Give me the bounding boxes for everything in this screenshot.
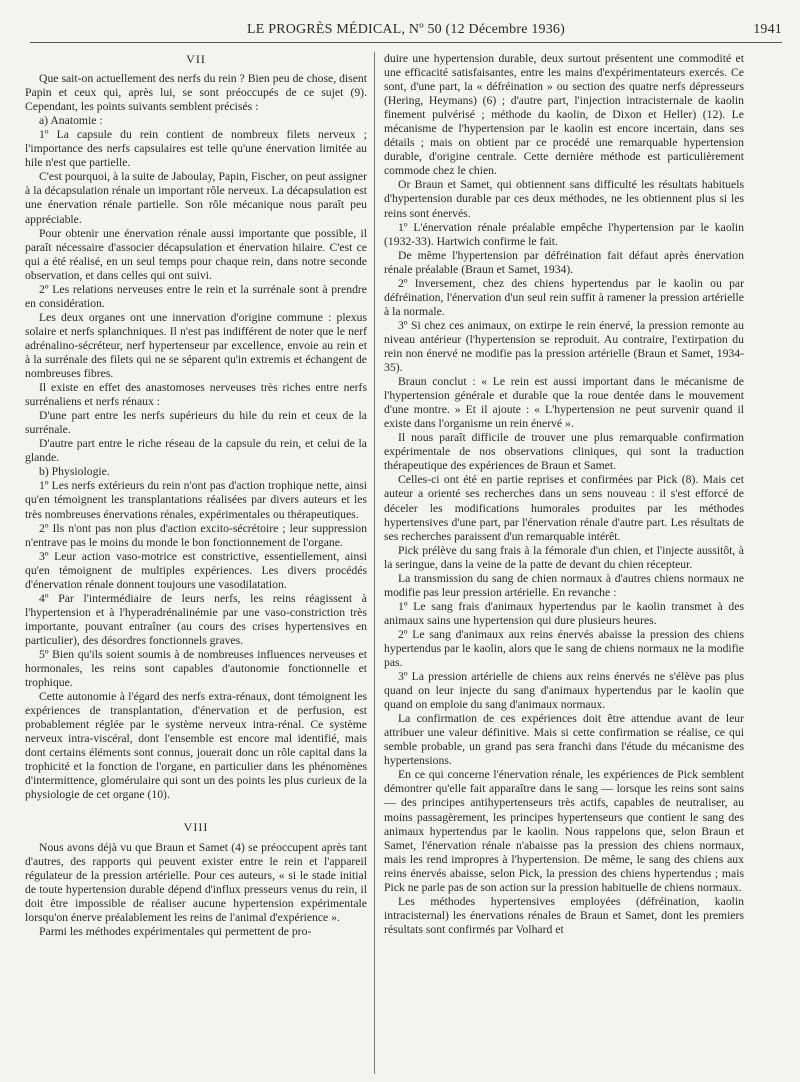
paragraph: Or Braun et Samet, qui obtiennent sans difficulté les résultats habituels d'hypertension durable par ces deux méthodes, ne les obtiennent plus si les reins sont énervés.	[384, 178, 744, 220]
paragraph: C'est pourquoi, à la suite de Jaboulay, Papin, Fischer, on peut assigner à la décapsulation rénale un important rôle nerveux. La décapsulation est une énervation rénale partielle. Son rôle mécanique nous paraît peu appréciable.	[25, 170, 367, 226]
paragraph: En ce qui concerne l'énervation rénale, les expériences de Pick semblent démontrer qu'elle fait apparaître dans le sang — lorsque les reins sont sains — des principes antihypertenseurs très actifs, capables de neutraliser, au moins passagèrement, les principes hypertenseurs que contient le sang des animaux hypertendus par le kaolin. Nous rappelons que, selon Braun et Samet, l'énervation rénale n'abaisse pas la pression des chiens normaux, mais les rend impropres à l'hypertension. De même, le sang des chiens aux reins énervés abaisse, selon Pick, la pression des chiens hypertendus ; mais Pick ne parle pas de son action sur la pression habituelle de chiens normaux.	[384, 768, 744, 894]
paragraph: Braun conclut : « Le rein est aussi important dans le mécanisme de l'hypertension générale et durable que la roue dentée dans le mouvement d'une montre. » Et il ajoute : « L'hypertension ne peut survenir quand il existe dans l'organisme un rein énervé ».	[384, 375, 744, 431]
paragraph: 1º Le sang frais d'animaux hypertendus par le kaolin transmet à des animaux sains une hypertension qui dure plusieurs heures.	[384, 599, 744, 627]
paragraph: 3º Si chez ces animaux, on extirpe le rein énervé, la pression remonte au niveau antérieur (l'hypertension se reproduit. Au contraire, l'extirpation du rein non énervé ne modifie pas la pression artérielle (Braun et Samet, 1934-35).	[384, 318, 744, 375]
section-heading-viii: VIII	[183, 820, 209, 835]
section-heading-vii: VII	[186, 52, 206, 66]
paragraph: 5º Bien qu'ils soient soumis à de nombreuses influences nerveuses et hormonales, les reins sont capables d'autonomie fonctionnelle et trophique.	[25, 647, 367, 690]
left-column	[25, 52, 367, 1077]
journal-title: LE PROGRÈS MÉDICAL, Nº 50 (12 Décembre 1936)	[247, 22, 565, 37]
paragraph: Pick prélève du sang frais à la fémorale d'un chien, et l'injecte aussitôt, à la seringue, dans la veine de la patte de devant du chien récepteur.	[384, 543, 744, 571]
paragraph: Que sait-on actuellement des nerfs du rein ? Bien peu de chose, disent Papin et ceux qui, après lui, se sont préoccupés de ce sujet (9). Cependant, les points suivants semblent précisés :	[25, 72, 367, 114]
column-divider	[374, 52, 375, 1074]
paragraph: 3º Leur action vaso-motrice est constrictive, essentiellement, ainsi qu'en témoignent de multiples expériences. Les divers procédés d'énervation rénale donnent toujours une vasodilatation.	[25, 549, 367, 591]
paragraph: La confirmation de ces expériences doit être attendue avant de leur attribuer une valeur définitive. Mais si cette confirmation se réalise, ce qui semble probable, un grand pas sera franchi dans l'étude du mécanisme des hypertensions.	[384, 712, 744, 768]
paragraph: Les méthodes hypertensives employées (défréination, kaolin intracisternal) les énervations rénales de Braun et Samet, dont les premiers résultats sont confirmés par Volhard et	[384, 894, 744, 936]
paragraph: Les deux organes ont une innervation d'origine commune : plexus solaire et nerfs splanchniques. Il n'est pas indifférent de noter que le nerf adrénalino-sécréteur, nerf hypertenseur par excellence, envoie au rein et à la surrénale des filets qui ne se séparent qu'in extremis et échangent de nombreuses fibres.	[25, 310, 367, 381]
paragraph: 2º Le sang d'animaux aux reins énervés abaisse la pression des chiens hypertendus par le kaolin, alors que le sang de chiens normaux ne la modifie pas.	[384, 627, 744, 670]
paragraph: Pour obtenir une énervation rénale aussi importante que possible, il paraît nécessaire d'associer décapsulation et énervation hilaire. C'est ce qui a été réalisé, en un seul temps pour chaque rein, dans notre seconde observation, et dans celles qui ont suivi.	[25, 226, 367, 282]
paragraph: Cette autonomie à l'égard des nerfs extra-rénaux, dont témoignent les expériences de transplantation, d'énervation et de perfusion, est probablement réglée par le système nerveux intra-rénal. Ce système nerveux intra-viscéral, dont l'ensemble est encore mal identifié, mais dont certains éléments sont connus, jouerait donc un rôle capital dans la trophicité et la fonction de l'organe, en particulier dans les phénomènes d'intermittence, glomérulaire qui sont un des points les plus curieux de la physiologie de cet organe (10).	[25, 690, 367, 802]
paragraph: 2º Ils n'ont pas non plus d'action excito-sécrétoire ; leur suppression n'entrave pas le moins du monde le bon fonctionnement de l'organe.	[25, 521, 367, 549]
paragraph: La transmission du sang de chien normaux à d'autres chiens normaux ne modifie pas leur pression artérielle. En revanche :	[384, 571, 744, 599]
paragraph: D'autre part entre le riche réseau de la capsule du rein, et celui de la glande.	[25, 437, 367, 465]
paragraph: Celles-ci ont été en partie reprises et confirmées par Pick (8). Mais cet auteur a orienté ses recherches dans un sens nouveau : il s'est efforcé de déceler les modifications humorales produites par les méthodes hypertensives d'une part, par l'énervation rénale d'autre part. Les résultats de ses recherches paraissent d'un remarquable intérêt.	[384, 473, 744, 543]
paragraph: Nous avons déjà vu que Braun et Samet (4) se préoccupent après tant d'autres, des rapports qui peuvent exister entre le rein et l'appareil régulateur de la pression artérielle. Pour ces auteurs, « si le stade initial de toute hypertension durable dépend d'influx presseurs venus du rein, il doit être impossible de réaliser aucune hypertension expérimentale lorsqu'on énerve préalablement les reins de l'animal d'expérience ».	[25, 840, 367, 924]
paragraph: Il nous paraît difficile de trouver une plus remarquable confirmation expérimentale de nos observations cliniques, qui sont la traduction thérapeutique des expériences de Braun et Samet.	[384, 431, 744, 473]
paragraph: Parmi les méthodes expérimentales qui permettent de pro-	[39, 924, 312, 938]
page-number: 1941	[753, 22, 782, 37]
paragraph: 1º L'énervation rénale préalable empêche l'hypertension par le kaolin (1932-33). Hartwich confirme le fait.	[384, 220, 744, 248]
paragraph: 3º La pression artérielle de chiens aux reins énervés ne s'élève pas plus quand on leur injecte du sang d'animaux hypertendus par le kaolin que quand on emploie du sang d'animaux normaux.	[384, 670, 744, 712]
paragraph: D'une part entre les nerfs supérieurs du hile du rein et ceux de la surrénale.	[25, 409, 367, 437]
paragraph: 1º La capsule du rein contient de nombreux filets nerveux ; l'importance des nerfs capsulaires est telle qu'une énervation limitée au hile n'est que partielle.	[25, 128, 367, 170]
paragraph: De même l'hypertension par défréination fait défaut après énervation rénale préalable (Braun et Samet, 1934).	[384, 248, 744, 276]
paragraph: 2º Inversement, chez des chiens hypertendus par le kaolin ou par défréination, l'énervation d'un seul rein suffit à ramener la pression artérielle à la normale.	[384, 276, 744, 318]
paragraph: 1º Les nerfs extérieurs du rein n'ont pas d'action trophique nette, ainsi qu'en témoignent les transplantations réalisées par divers auteurs et les très nombreuses énervations rénales, expérimentales ou thérapeutiques.	[25, 479, 367, 521]
page-header	[30, 22, 782, 42]
header-rule	[30, 42, 782, 43]
paragraph: b) Physiologie.	[39, 465, 110, 479]
paragraph: a) Anatomie :	[39, 114, 103, 128]
paragraph: duire une hypertension durable, deux surtout présentent une commodité et une efficacité satisfaisantes, entre les mains d'expérimentateurs exercés. Ce sont, d'une part, la « défréination » ou section des quatre nerfs dépresseurs (Hering, Heymans) (6) ; d'autre part, l'injection intracisternale de kaolin finement pulvérisé ; méthode du kaolin, de Dixon et Heller) (12). Le mécanisme de l'hypertension par le kaolin est encore incertain, dans ses détails ; mais on obtient par ce procédé une remarquable hypertension durable, d'origine centrale. Cette dernière méthode est particulièrement commode chez le chien.	[384, 52, 744, 178]
right-column	[384, 52, 744, 1077]
paragraph: 4º Par l'intermédiaire de leurs nerfs, les reins réagissent à l'hypertension et à l'hyperadrénalinémie par une vaso-constriction très importante, pouvant entraîner (au cours des crises hypertensives en particulier), des désordres fonctionnels graves.	[25, 591, 367, 647]
paragraph: 2º Les relations nerveuses entre le rein et la surrénale sont à prendre en considération.	[25, 282, 367, 310]
paragraph: Il existe en effet des anastomoses nerveuses très riches entre nerfs surrénaliens et nerfs rénaux :	[25, 381, 367, 409]
